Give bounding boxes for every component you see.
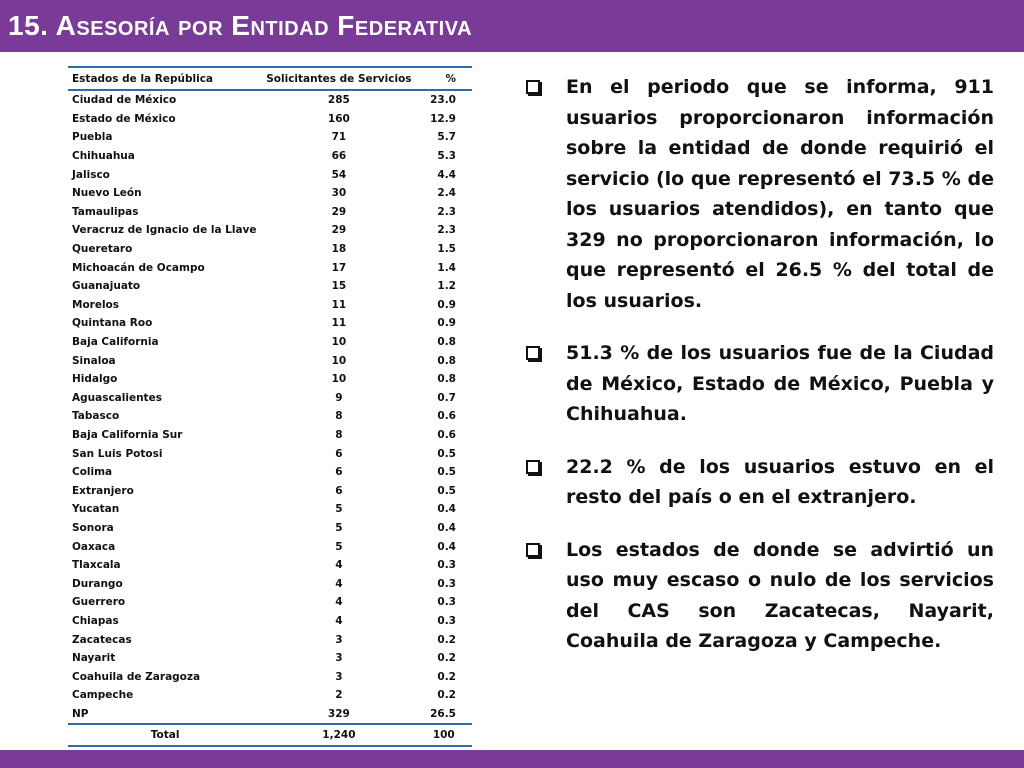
- table-row: [68, 296, 472, 315]
- state-name-cell: Sonora: [72, 521, 114, 534]
- requesters-cell: 10: [331, 336, 347, 349]
- table-row: [68, 90, 472, 110]
- bullet-text: 51.3 % de los usuarios fue de la Ciudad de México, Estado de México, Puebla y Chihuahua.: [566, 342, 994, 425]
- total-label: Total: [68, 724, 262, 746]
- header-bar: [0, 0, 1024, 52]
- percent-cell: 12.9: [430, 112, 456, 125]
- requesters-cell: 71: [331, 131, 347, 144]
- requesters-cell: 3: [335, 670, 343, 683]
- bullet-item: [524, 72, 994, 316]
- state-name-cell: Extranjero: [72, 484, 134, 497]
- checkbox-icon: [526, 346, 540, 360]
- bullet-item: [524, 535, 994, 657]
- state-name-cell: Tamaulipas: [72, 205, 139, 218]
- percent-cell: 0.5: [437, 447, 456, 460]
- state-name-cell: Zacatecas: [72, 633, 132, 646]
- table-row: [68, 500, 472, 519]
- requesters-cell: 10: [331, 373, 347, 386]
- requesters-cell: 11: [331, 317, 347, 330]
- percent-cell: 0.9: [437, 317, 456, 330]
- percent-cell: 0.5: [437, 484, 456, 497]
- header-requesters: Solicitantes de Servicios: [262, 67, 415, 90]
- requesters-cell: 11: [331, 298, 347, 311]
- bullet-text: Los estados de donde se advirtió un uso muy escaso o nulo de los servicios del CAS son Zacatecas, Nayarit, Coahuila de Zaragoza y Campeche.: [566, 538, 994, 652]
- percent-cell: 0.8: [437, 336, 456, 349]
- state-name-cell: Michoacán de Ocampo: [72, 261, 205, 274]
- table-row: [68, 333, 472, 352]
- requesters-cell: 29: [331, 205, 347, 218]
- state-name-cell: Yucatan: [72, 503, 120, 516]
- total-percent: 100: [416, 724, 472, 746]
- requesters-cell: 4: [335, 596, 343, 609]
- state-name-cell: Nuevo León: [72, 187, 142, 200]
- state-name-cell: Baja California: [72, 336, 159, 349]
- bullet-text: En el periodo que se informa, 911 usuarios proporcionaron información sobre la entidad de donde requirió el servicio (lo que representó el 73.5 % de los usuarios atendidos), en tanto que 329 no proporcionaron información, lo que representó el 26.5 % del total de los usuarios.: [566, 76, 994, 312]
- percent-cell: 0.5: [437, 466, 456, 479]
- percent-cell: 0.2: [437, 670, 456, 683]
- table-row: [68, 519, 472, 538]
- table-row: [68, 407, 472, 426]
- state-name-cell: Baja California Sur: [72, 428, 183, 441]
- table-row: [68, 593, 472, 612]
- state-name-cell: Puebla: [72, 131, 113, 144]
- percent-cell: 0.2: [437, 633, 456, 646]
- table-row: [68, 277, 472, 296]
- table-row: [68, 389, 472, 408]
- percent-cell: 23.0: [430, 94, 456, 107]
- percent-cell: 0.6: [437, 410, 456, 423]
- bullet-list: [524, 72, 994, 679]
- table-header-row: [68, 67, 472, 90]
- requesters-cell: 5: [335, 521, 343, 534]
- table-row: [68, 630, 472, 649]
- header-percent: %: [416, 67, 472, 90]
- requesters-cell: 6: [335, 466, 343, 479]
- requesters-cell: 10: [331, 354, 347, 367]
- table-row: [68, 686, 472, 705]
- requesters-cell: 30: [331, 187, 347, 200]
- state-name-cell: Durango: [72, 577, 123, 590]
- percent-cell: 0.6: [437, 428, 456, 441]
- state-name-cell: Hidalgo: [72, 373, 118, 386]
- slide-title: 15. Asesoría por Entidad Federativa: [8, 10, 473, 41]
- state-name-cell: Jalisco: [72, 168, 110, 181]
- percent-cell: 0.9: [437, 298, 456, 311]
- requesters-cell: 18: [331, 243, 347, 256]
- state-name-cell: Aguascalientes: [72, 391, 162, 404]
- table-row: [68, 165, 472, 184]
- checkbox-icon: [526, 543, 540, 557]
- table-row: [68, 667, 472, 686]
- table-row: [68, 128, 472, 147]
- requesters-cell: 4: [335, 559, 343, 572]
- header-states: Estados de la República: [68, 67, 262, 90]
- state-name-cell: Ciudad de México: [72, 94, 177, 107]
- table-row: [68, 258, 472, 277]
- table-row: [68, 649, 472, 668]
- table-row: [68, 221, 472, 240]
- table-row: [68, 240, 472, 259]
- state-name-cell: NP: [68, 705, 262, 725]
- requesters-cell: 6: [335, 447, 343, 460]
- state-name-cell: Tlaxcala: [72, 559, 121, 572]
- percent-cell: 2.3: [437, 205, 456, 218]
- table-row: [68, 314, 472, 333]
- bullet-text: 22.2 % de los usuarios estuvo en el resto del país o en el extranjero.: [566, 455, 994, 508]
- percent-cell: 2.4: [437, 187, 456, 200]
- percent-cell: 26.5: [416, 705, 472, 725]
- table-row: [68, 370, 472, 389]
- table-row: [68, 612, 472, 631]
- table-row: [68, 463, 472, 482]
- table-row: [68, 351, 472, 370]
- table-footer: [68, 724, 472, 746]
- percent-cell: 5.7: [437, 131, 456, 144]
- table-row: [68, 705, 472, 725]
- table-row: [68, 574, 472, 593]
- table-row: [68, 426, 472, 445]
- requesters-cell: 8: [335, 410, 343, 423]
- percent-cell: 0.2: [437, 689, 456, 702]
- state-name-cell: Guerrero: [72, 596, 126, 609]
- percent-cell: 0.3: [437, 614, 456, 627]
- footer-bar: [0, 750, 1024, 768]
- requesters-cell: 66: [331, 150, 347, 163]
- requesters-cell: 329: [262, 705, 415, 725]
- requesters-cell: 4: [335, 577, 343, 590]
- table-row: [68, 444, 472, 463]
- requesters-cell: 160: [327, 112, 350, 125]
- state-name-cell: Queretaro: [72, 243, 133, 256]
- percent-cell: 1.5: [437, 243, 456, 256]
- state-table: [68, 66, 472, 747]
- state-name-cell: Oaxaca: [72, 540, 116, 553]
- table-body: [68, 90, 472, 724]
- percent-cell: 0.8: [437, 354, 456, 367]
- bullet-item: [524, 338, 994, 430]
- percent-cell: 1.2: [437, 280, 456, 293]
- state-name-cell: Coahuila de Zaragoza: [72, 670, 201, 683]
- percent-cell: 0.7: [437, 391, 456, 404]
- percent-cell: 0.4: [437, 540, 456, 553]
- state-name-cell: Morelos: [72, 298, 120, 311]
- requesters-cell: 29: [331, 224, 347, 237]
- percent-cell: 2.3: [437, 224, 456, 237]
- percent-cell: 0.8: [437, 373, 456, 386]
- percent-cell: 0.3: [437, 577, 456, 590]
- percent-cell: 0.3: [437, 596, 456, 609]
- state-name-cell: Estado de México: [72, 112, 176, 125]
- percent-cell: 0.4: [437, 503, 456, 516]
- percent-cell: 0.4: [437, 521, 456, 534]
- percent-cell: 5.3: [437, 150, 456, 163]
- table-row: [68, 203, 472, 222]
- requesters-cell: 3: [335, 633, 343, 646]
- checkbox-icon: [526, 80, 540, 94]
- state-name-cell: Chihuahua: [72, 150, 135, 163]
- requesters-cell: 2: [335, 689, 343, 702]
- percent-cell: 0.3: [437, 559, 456, 572]
- table-header: [68, 67, 472, 90]
- table-row: [68, 481, 472, 500]
- state-table-container: [68, 66, 472, 747]
- percent-cell: 4.4: [437, 168, 456, 181]
- requesters-cell: 15: [331, 280, 347, 293]
- table-row: [68, 537, 472, 556]
- requesters-cell: 8: [335, 428, 343, 441]
- requesters-cell: 5: [335, 503, 343, 516]
- requesters-cell: 9: [335, 391, 343, 404]
- state-name-cell: Veracruz de Ignacio de la Llave: [72, 224, 257, 237]
- checkbox-icon: [526, 460, 540, 474]
- state-name-cell: Sinaloa: [72, 354, 116, 367]
- table-row: [68, 110, 472, 129]
- requesters-cell: 4: [335, 614, 343, 627]
- state-name-cell: Tabasco: [72, 410, 120, 423]
- requesters-cell: 17: [331, 261, 347, 274]
- state-name-cell: Guanajuato: [72, 280, 141, 293]
- requesters-cell: 3: [335, 652, 343, 665]
- percent-cell: 1.4: [437, 261, 456, 274]
- state-name-cell: Nayarit: [72, 652, 116, 665]
- bullet-item: [524, 452, 994, 513]
- state-name-cell: Colima: [72, 466, 113, 479]
- state-name-cell: Quintana Roo: [72, 317, 153, 330]
- state-name-cell: San Luis Potosi: [72, 447, 163, 460]
- table-row: [68, 556, 472, 575]
- table-row: [68, 184, 472, 203]
- table-row: [68, 147, 472, 166]
- requesters-cell: 6: [335, 484, 343, 497]
- state-name-cell: Chiapas: [72, 614, 119, 627]
- requesters-cell: 285: [327, 94, 350, 107]
- percent-cell: 0.2: [437, 652, 456, 665]
- requesters-cell: 54: [331, 168, 347, 181]
- requesters-cell: 5: [335, 540, 343, 553]
- state-name-cell: Campeche: [72, 689, 134, 702]
- total-count: 1,240: [262, 724, 415, 746]
- table-total-row: [68, 724, 472, 746]
